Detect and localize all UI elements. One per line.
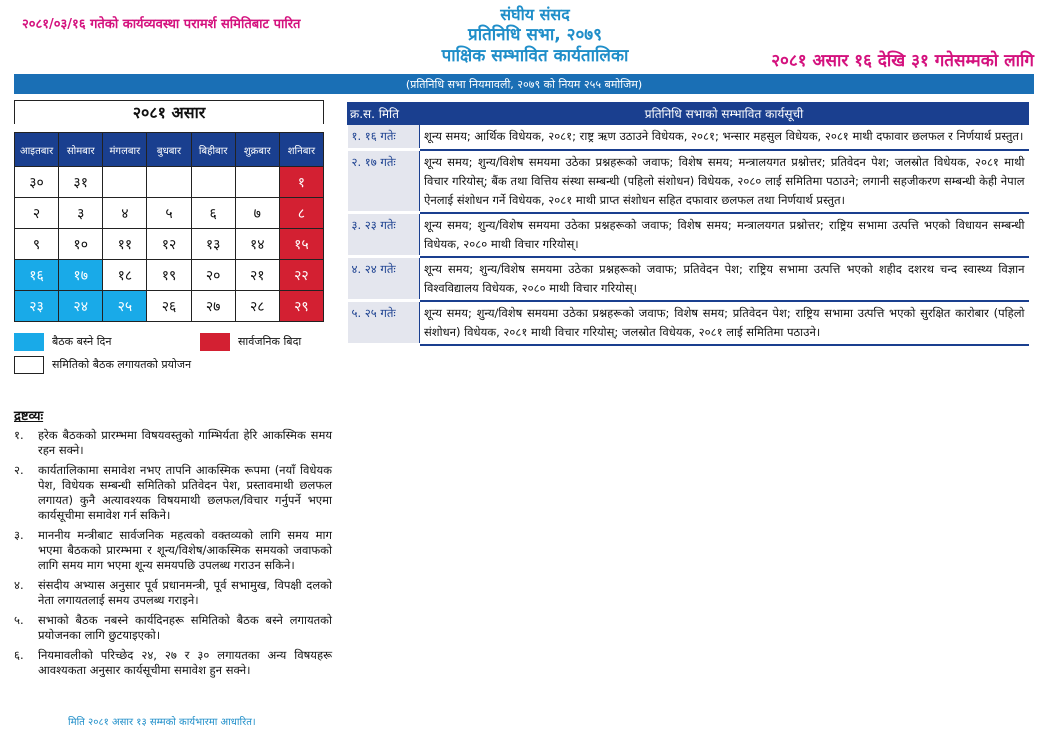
weekday-header: सोमबार [59, 133, 103, 167]
note-item [14, 463, 332, 523]
calendar-day: ७ [235, 198, 279, 229]
legend-committee [14, 356, 191, 374]
meeting-swatch-icon [14, 333, 44, 351]
note-text: कार्यतालिकामा समावेश नभए तापनि आकस्मिक रूपमा (नयाँ विधेयक पेश, विधेयक सम्बन्धी समितिको प्रतिवेदन पेश, प्रस्तावमाथी छलफल लगायत) कुनै अत्यावश्यक विषयमाथी छलफल/विचार गर्नुपर्ने भएमा कार्यसूचीमा समावेश गर्न सकिने। [38, 463, 332, 522]
calendar-day: ९ [15, 229, 59, 260]
calendar-day: २८ [235, 291, 279, 322]
note-number: ५. [14, 613, 24, 627]
calendar-day-meeting: २३ [15, 291, 59, 322]
calendar-day: १८ [103, 260, 147, 291]
note-item [14, 613, 332, 643]
note-text: हरेक बैठकको प्रारम्भमा विषयवस्तुको गाम्भिर्यता हेरि आकस्मिक समय रहन सक्ने। [38, 428, 332, 457]
calendar-day-meeting: २४ [59, 291, 103, 322]
schedule-table [347, 102, 1029, 346]
note-text: सभाको बैठक नबस्ने कार्यदिनहरू समितिको बैठक बस्ने लगायतको प्रयोजनका लागि छुटयाइएको। [38, 613, 332, 642]
calendar-day: २१ [235, 260, 279, 291]
calendar-day [191, 167, 235, 198]
calendar-day: ११ [103, 229, 147, 260]
legend-holiday [200, 333, 301, 351]
schedule-row [348, 257, 1029, 301]
note-number: ४. [14, 578, 24, 592]
note-item [14, 428, 332, 458]
calendar-day: ३१ [59, 167, 103, 198]
calendar-day: २६ [147, 291, 191, 322]
schedule-date: २. १७ गतेः [348, 150, 420, 213]
schedule-row [348, 301, 1029, 345]
schedule-col-agenda: प्रतिनिधि सभाको सम्भावित कार्यसूची [420, 103, 1029, 125]
rule-reference: (प्रतिनिधि सभा नियमावली, २०७९ को नियम २५५ बमोजिम) [405, 78, 643, 91]
schedule-row [348, 150, 1029, 213]
calendar-day-holiday: १ [279, 167, 323, 198]
calendar-day-holiday: २२ [279, 260, 323, 291]
calendar-day: १९ [147, 260, 191, 291]
schedule-agenda: शून्य समय; शुन्य/विशेष समयमा उठेका प्रश्नहरूको जवाफ; विशेष समय; मन्त्रालयगत प्रश्नोत्तर; प्रतिवेदन पेश; जलस्रोत विधेयक, २०८१ माथी विचार गरियोस्; बैंक तथा वित्तिय संस्था सम्बन्धी (पहिलो संशोधन) विधेयक, २०८० लाई समितिमा पठाउने; लगानी सहजीकरण सम्बन्धी केही नेपाल ऐनलाई संशोधन गर्ने विधेयक, २०८१ माथी प्राप्त संशोधन सहित दफावार छलफल तथा निर्णयार्थ प्रस्तुत। [420, 150, 1029, 213]
calendar-day-holiday: ८ [279, 198, 323, 229]
calendar-day: १३ [191, 229, 235, 260]
calendar-day: ३ [59, 198, 103, 229]
calendar-day: २ [15, 198, 59, 229]
calendar-day: १० [59, 229, 103, 260]
approval-note: २०८१/०३/१६ गतेको कार्यव्यवस्था परामर्श समितिबाट पारित [22, 17, 301, 32]
calendar-day: ३० [15, 167, 59, 198]
title-line-1: संघीय संसद [500, 5, 570, 24]
title-line-2: प्रतिनिधि सभा, २०७९ [468, 25, 602, 45]
calendar-day [147, 167, 191, 198]
legend-committee-label: समितिको बैठक लगायतको प्रयोजन [52, 358, 192, 371]
calendar-day: ५ [147, 198, 191, 229]
calendar-day-meeting: १७ [59, 260, 103, 291]
calendar-day: १२ [147, 229, 191, 260]
note-item [14, 578, 332, 608]
calendar-day: ६ [191, 198, 235, 229]
title-line-3: पाक्षिक सम्भावित कार्यतालिका [441, 46, 629, 66]
schedule-agenda: शून्य समय; शुन्य/विशेष समयमा उठेका प्रश्नहरूको जवाफ; प्रतिवेदन पेश; राष्ट्रिय सभामा उत्पत्ति भएको शहीद दशरथ चन्द स्वास्थ्य विज्ञान विश्वविद्यालय विधेयक, २०८० माथी विचार गरियोस्। [420, 257, 1029, 301]
calendar-day: ४ [103, 198, 147, 229]
calendar-day-meeting: २५ [103, 291, 147, 322]
weekday-header: आइतबार [15, 133, 59, 167]
calendar-day: २० [191, 260, 235, 291]
calendar-day-meeting: १६ [15, 260, 59, 291]
notes-heading: द्रष्टव्यः [14, 409, 44, 424]
calendar-day [235, 167, 279, 198]
note-item [14, 648, 332, 678]
weekday-header: बुधबार [147, 133, 191, 167]
calendar-day-holiday: १५ [279, 229, 323, 260]
note-text: माननीय मन्त्रीबाट सार्वजनिक महत्वको वक्तव्यको लागि समय माग भएमा बैठकको प्रारम्भमा र शून्य/विशेष/आकस्मिक समयको जवाफको लागि समय माग भएमा शून्य समयपछि उपलब्ध गराउन सकिने। [38, 528, 332, 572]
schedule-row [348, 213, 1029, 257]
footer-note: मिति २०८१ असार १३ सम्मको कार्यभारमा आधारित। [68, 717, 256, 728]
period-title: २०८१ असार १६ देखि ३१ गतेसम्मको लागि [771, 51, 1034, 71]
legend-holiday-label: सार्वजनिक बिदा [238, 335, 302, 348]
schedule-date: ४. २४ गतेः [348, 257, 420, 301]
legend-meeting [14, 333, 112, 351]
note-text: संसदीय अभ्यास अनुसार पूर्व प्रधानमन्त्री, पूर्व सभामुख, विपक्षी दलको नेता लगायतलाई समय उपलब्ध गराइने। [38, 578, 332, 607]
schedule-date: ३. २३ गतेः [348, 213, 420, 257]
note-text: नियमावलीको परिच्छेद २४, २७ र ३० लगायतका अन्य विषयहरू आवश्यकता अनुसार कार्यसूचीमा समावेश हुन सक्ने। [38, 648, 332, 677]
schedule-col-number: क्र.स. मिति [348, 103, 420, 125]
weekday-header: शुक्रबार [235, 133, 279, 167]
note-number: ६. [14, 648, 24, 662]
calendar-day: २७ [191, 291, 235, 322]
schedule-date: १. १६ गतेः [348, 125, 420, 150]
note-number: २. [14, 463, 24, 477]
schedule-row [348, 125, 1029, 150]
calendar-day-holiday: २९ [279, 291, 323, 322]
calendar-month: २०८१ असार [14, 100, 324, 124]
note-item [14, 528, 332, 573]
page-title [340, 5, 730, 67]
weekday-header: बिहीबार [191, 133, 235, 167]
rule-bar [14, 74, 1034, 94]
schedule-agenda: शून्य समय; आर्थिक विधेयक, २०८१; राष्ट्र ऋण उठाउने विधेयक, २०८१; भन्सार महसुल विधेयक, २०८१ माथी दफावार छलफल र निर्णयार्थ प्रस्तुत। [420, 125, 1029, 150]
holiday-swatch-icon [200, 333, 230, 351]
calendar-table [14, 132, 324, 322]
schedule-agenda: शून्य समय; शुन्य/विशेष समयमा उठेका प्रश्नहरूको जवाफ; विशेष समय; मन्त्रालयगत प्रश्नोत्तर; राष्ट्रिय सभामा उत्पत्ति भएको विधायन सम्बन्धी विधेयक, २०८० माथी विचार गरियोस्। [420, 213, 1029, 257]
weekday-header: मंगलबार [103, 133, 147, 167]
weekday-header: शनिबार [279, 133, 323, 167]
calendar-day [103, 167, 147, 198]
schedule-agenda: शून्य समय; शुन्य/विशेष समयमा उठेका प्रश्नहरूको जवाफ; विशेष समय; प्रतिवेदन पेश; राष्ट्रिय सभामा उत्पत्ति भएको सुरक्षित कारोबार (पहिलो संशोधन) विधेयक, २०८१ माथी विचार गरियोस्; जलस्रोत विधेयक, २०८१ लाई समितिमा पठाउने। [420, 301, 1029, 345]
calendar-day: १४ [235, 229, 279, 260]
schedule-date: ५. २५ गतेः [348, 301, 420, 345]
note-number: १. [14, 428, 24, 442]
note-number: ३. [14, 528, 24, 542]
legend-meeting-label: बैठक बस्ने दिन [52, 335, 112, 348]
committee-swatch-icon [14, 356, 44, 374]
notes-list [14, 428, 332, 683]
